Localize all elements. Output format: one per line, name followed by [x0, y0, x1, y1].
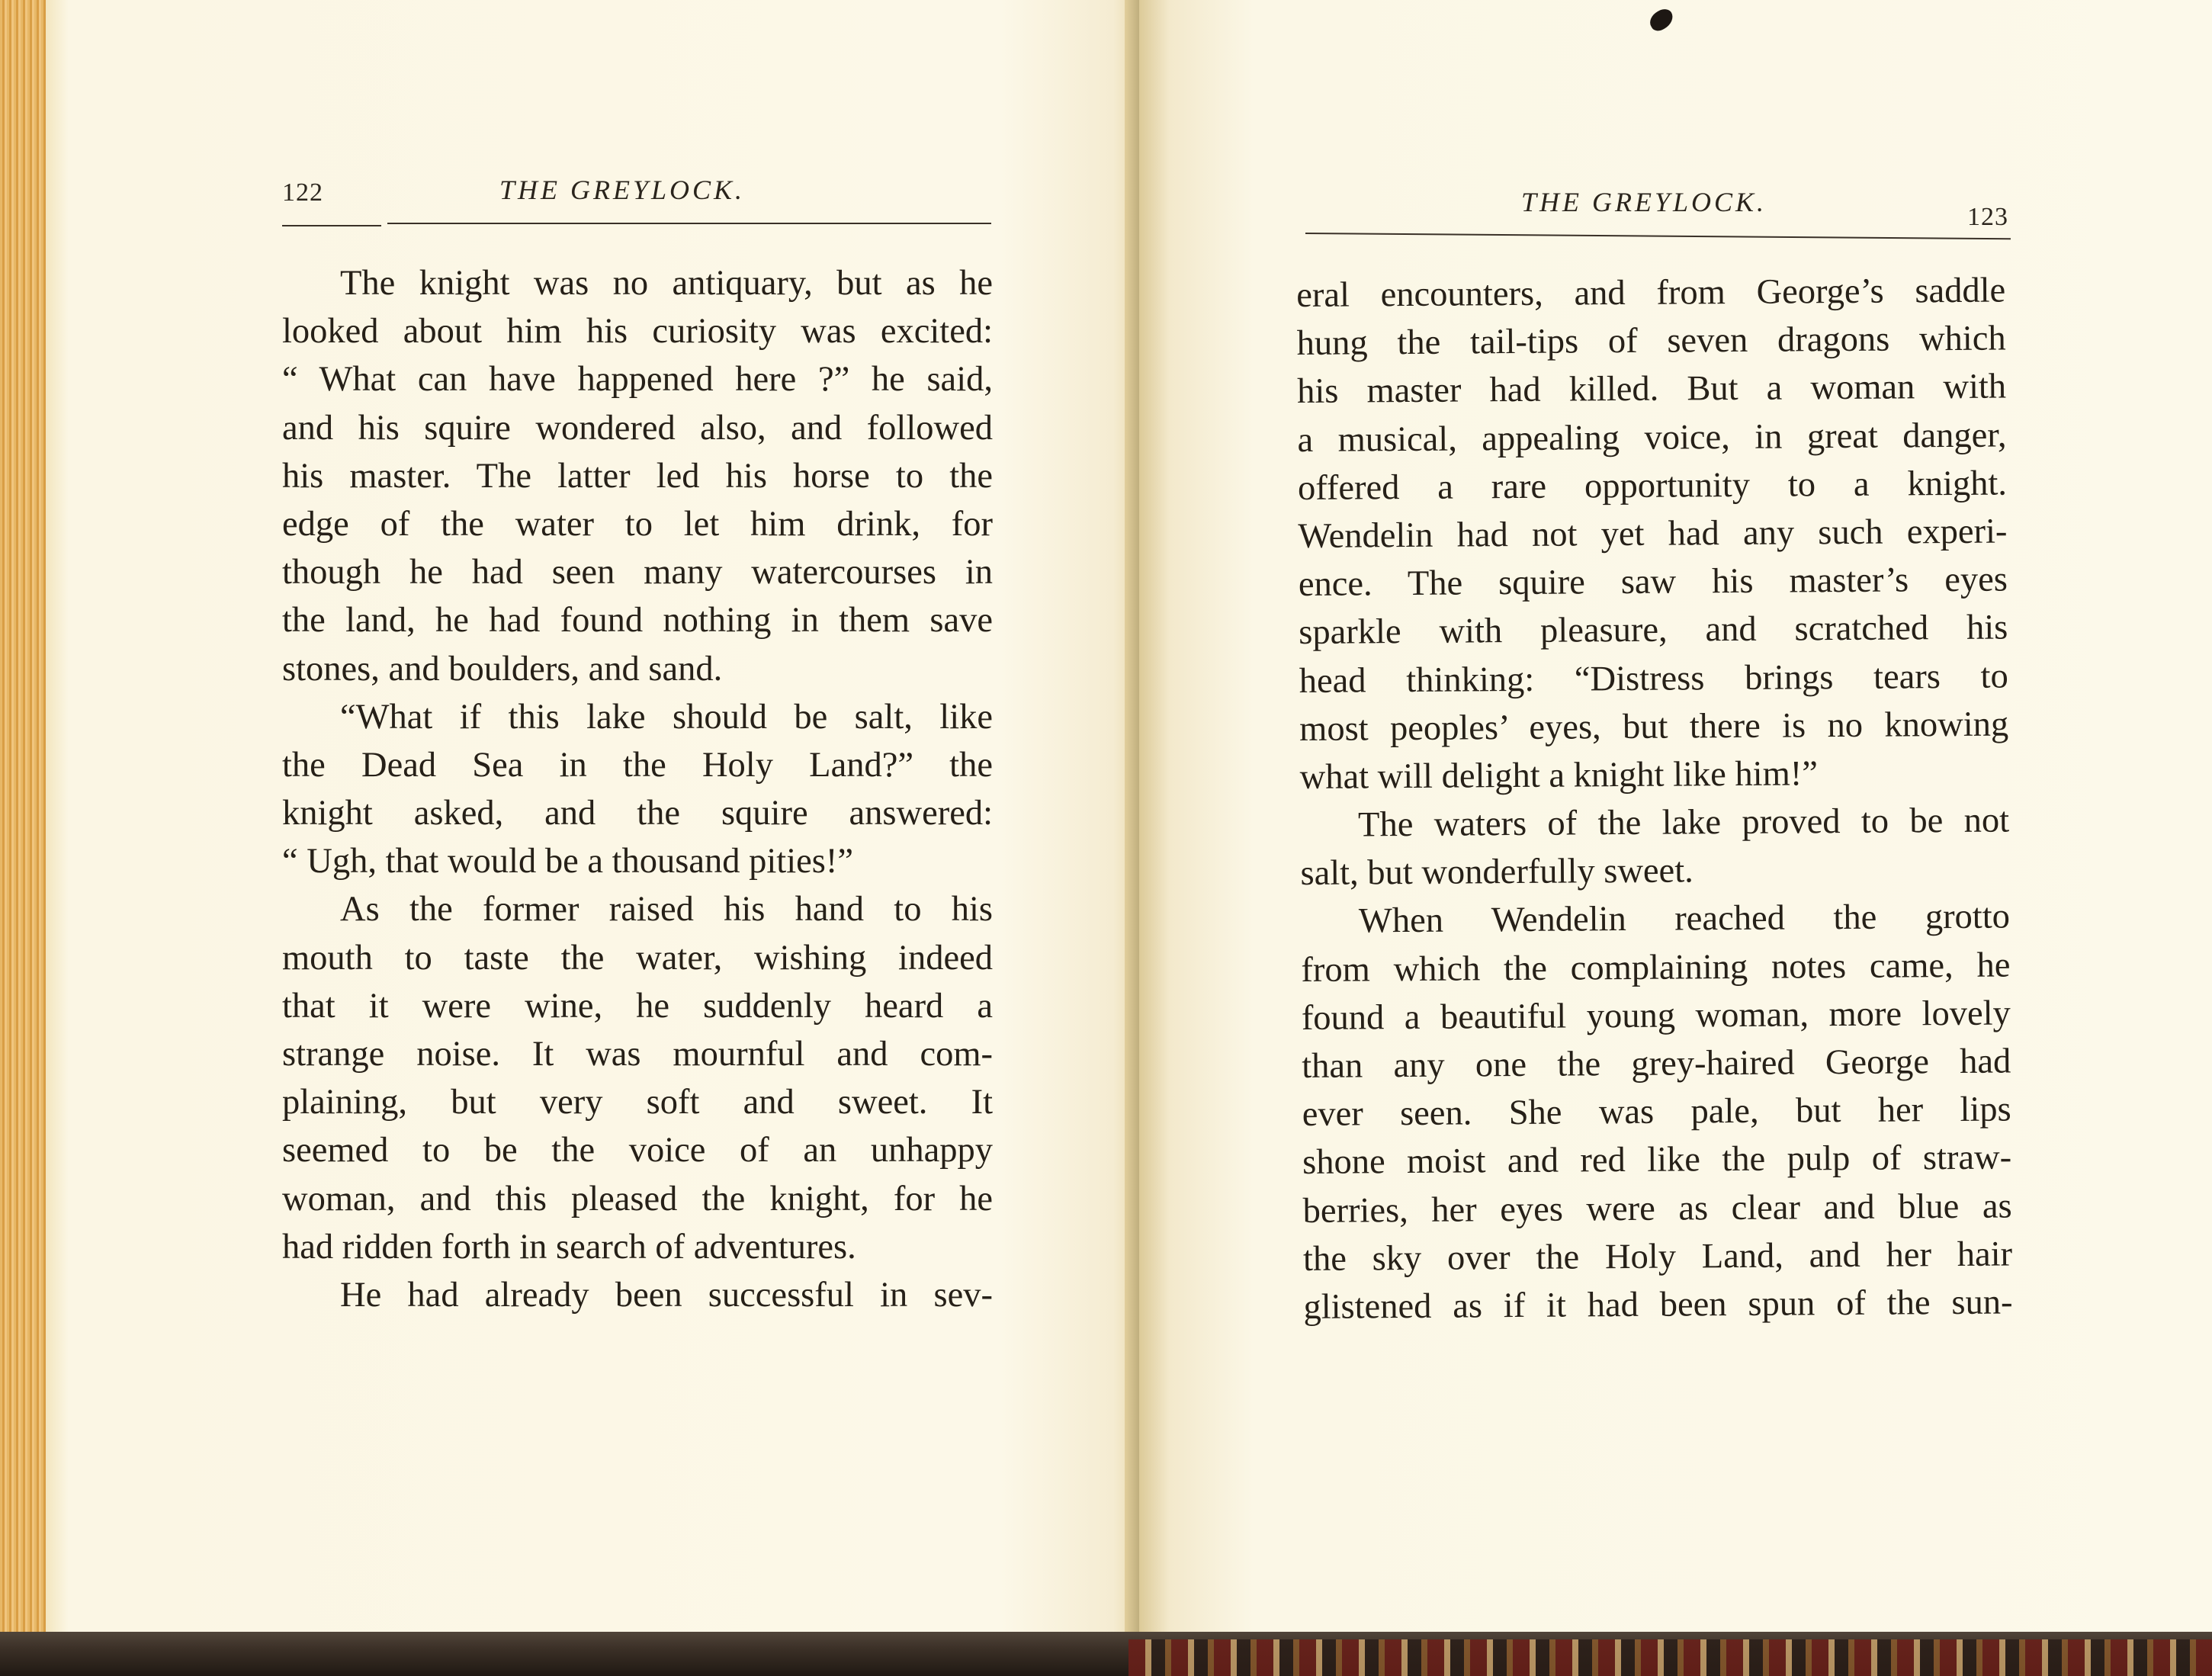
text-line: the land, he had found nothing in them save	[282, 601, 993, 641]
text-line: The waters of the lake proved to be not	[1357, 801, 2010, 845]
text-line: his master had killed. But a woman with	[1296, 367, 2007, 412]
text-line: woman, and this pleased the knight, for he	[282, 1179, 993, 1218]
text-line: had ridden forth in search of adventures.	[282, 1227, 856, 1267]
text-line: ence. The squire saw his master’s eyes	[1298, 560, 2008, 605]
text-line: the Dead Sea in the Holy Land?” the	[282, 745, 993, 785]
text-line: As the former raised his hand to his	[340, 890, 993, 930]
left-page-number: 122	[282, 178, 323, 207]
text-line: knight asked, and the squire answered:	[282, 794, 993, 833]
text-line: looked about him his curiosity was excited:	[282, 312, 993, 352]
text-line: than any one the grey-haired George had	[1302, 1042, 2011, 1086]
text-line: shone moist and red like the pulp of straw-	[1302, 1138, 2012, 1183]
left-page-body	[282, 259, 993, 1319]
text-line: sparkle with pleasure, and scratched his	[1299, 608, 2008, 653]
text-line: “ Ugh, that would be a thousand pities!”	[282, 842, 853, 881]
text-line: “What if this lake should be salt, like	[340, 697, 993, 737]
text-line: though he had seen many watercourses in	[282, 553, 993, 592]
text-line: his master. The latter led his horse to the	[282, 456, 993, 496]
text-line: from which the complaining notes came, he	[1301, 946, 2011, 990]
right-page-body	[1296, 267, 2013, 1332]
left-header-rule-short	[282, 225, 381, 226]
text-line: He had already been successful in sev-	[340, 1275, 993, 1315]
right-page-number: 123	[1967, 203, 2008, 231]
text-line: that it were wine, he suddenly heard a	[282, 986, 993, 1026]
text-line: The knight was no antiquary, but as he	[340, 264, 993, 303]
text-line: Wendelin had not yet had any such experi-	[1298, 512, 2008, 556]
text-line: “ What can have happened here ?” he said,	[282, 360, 993, 400]
text-line: edge of the water to let him drink, for	[282, 504, 993, 544]
text-line: most peoples’ eyes, but there is no knowing	[1299, 705, 2009, 749]
text-line: eral encounters, and from George’s saddle	[1296, 271, 2006, 315]
right-running-head: THE GREYLOCK.	[1521, 187, 1767, 217]
binding-pattern	[1128, 1639, 2212, 1676]
left-running-head: THE GREYLOCK.	[499, 175, 746, 205]
text-line: found a beautiful young woman, more lovely	[1301, 994, 2011, 1038]
text-line: what will delight a knight like him!”	[1299, 754, 1819, 797]
book-bottom-edge	[0, 1632, 2212, 1676]
text-line: offered a rare opportunity to a knight.	[1297, 464, 2008, 508]
text-line: stones, and boulders, and sand.	[282, 649, 723, 689]
text-line: glistened as if it had been spun of the sun-	[1303, 1283, 2013, 1327]
text-line: strange noise. It was mournful and com-	[282, 1035, 993, 1074]
text-line: and his squire wondered also, and followed	[282, 408, 993, 448]
text-line: mouth to taste the water, wishing indeed	[282, 938, 993, 978]
left-header-rule	[387, 223, 991, 224]
text-line: ever seen. She was pale, but her lips	[1302, 1090, 2011, 1135]
text-line: berries, her eyes were as clear and blue as	[1302, 1186, 2012, 1231]
text-line: When Wendelin reached the grotto	[1358, 897, 2011, 941]
text-line: seemed to be the voice of an unhappy	[282, 1131, 993, 1170]
text-line: salt, but wonderfully sweet.	[1300, 851, 1694, 894]
text-line: the sky over the Holy Land, and her hair	[1302, 1235, 2013, 1279]
text-line: a musical, appealing voice, in great danger,	[1297, 416, 2007, 460]
text-line: head thinking: “Distress brings tears to	[1299, 656, 2008, 701]
text-line: plaining, but very soft and sweet. It	[282, 1083, 993, 1122]
text-line: hung the tail-tips of seven dragons which	[1296, 319, 2006, 364]
